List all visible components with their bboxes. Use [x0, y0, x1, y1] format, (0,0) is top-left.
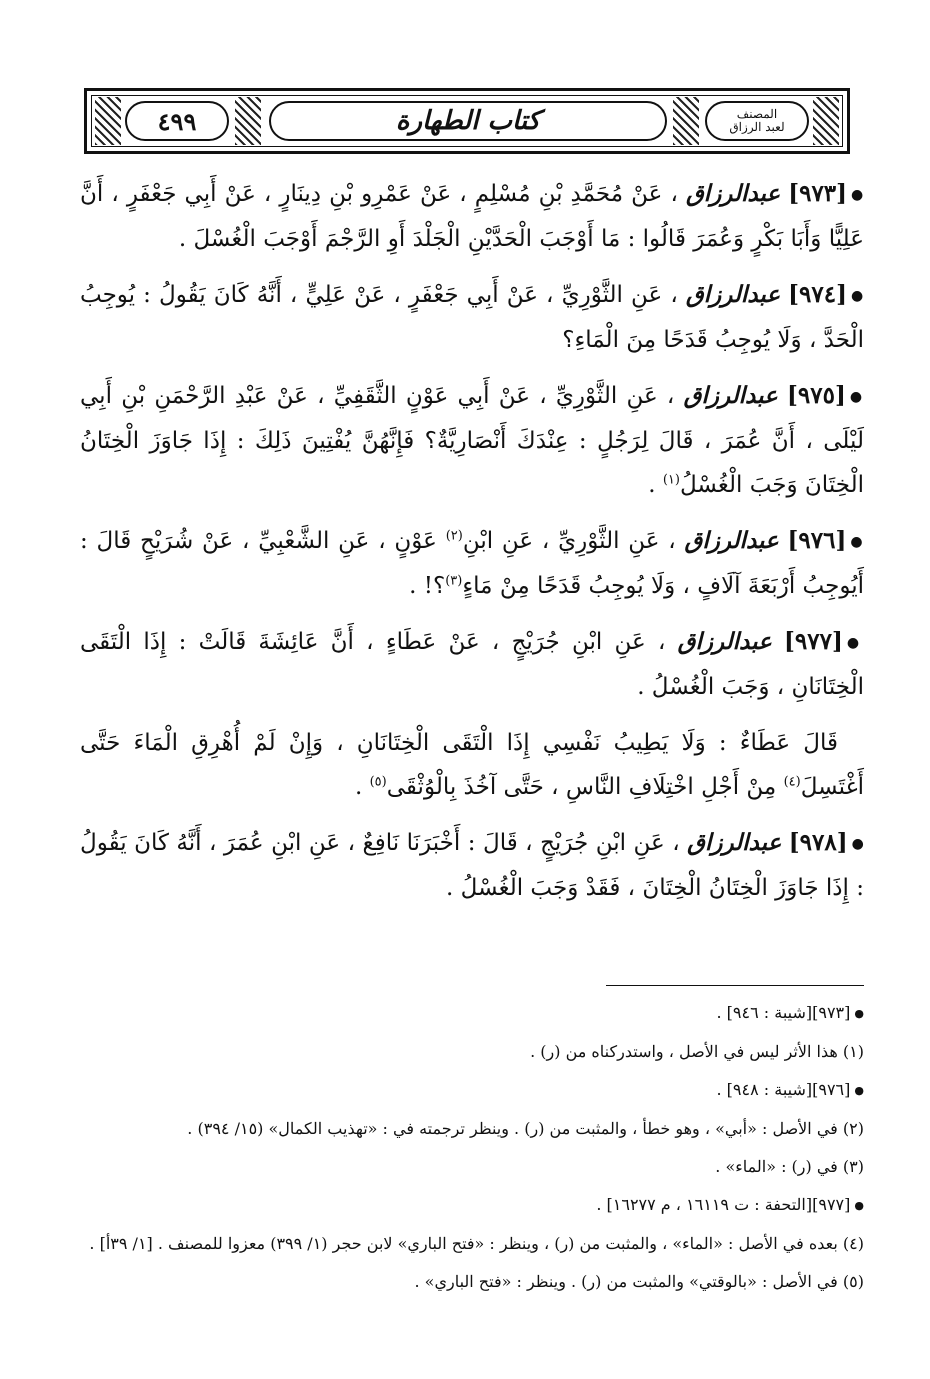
hadith-number: [٩٧٦] — [787, 527, 847, 554]
footnote — [80, 1075, 864, 1105]
hadith-number: [٩٧٤] — [788, 281, 847, 308]
hadith-number: [٩٧٥] — [787, 382, 846, 409]
hadith-976 — [80, 519, 864, 608]
footnote-ref: (٢) — [445, 528, 463, 544]
footnotes — [80, 998, 864, 1305]
hadith-977 — [80, 620, 864, 709]
footnote-separator — [606, 985, 864, 986]
chapter-title: كتاب الطهارة — [269, 101, 667, 141]
hadith-text: ، عَنْ مُحَمَّدِ بْنِ مُسْلِمٍ ، عَنْ عَمْرِو بْنِ دِينَارٍ ، عَنْ أَبِي جَعْفَرٍ ، أَنَّ عَلِيًّا وَأَبَا بَكْرٍ وَعُمَرَ قَالُوا : مَا أَوْجَبَ الْحَدَّيْنِ الْجَلْدَ أَوِ الرَّجْمَ أَوْجَبَ الْغُسْلَ . — [80, 181, 864, 252]
narrator: عبدالرزاق — [684, 527, 779, 554]
statement-text: قَالَ عَطَاءٌ : وَلَا يَطِيبُ نَفْسِي إِذَا الْتَقَى الْخِتَانَانِ ، وَإِنْ لَمْ أُهْرِقِ الْمَاءَ حَتَّى أَغْتَسِلَ — [80, 730, 864, 800]
footnote-ref: (٤) — [783, 774, 801, 790]
statement-text-end: . — [354, 774, 370, 800]
hadith-975 — [80, 374, 864, 507]
hadith-number: [٩٧٧] — [784, 628, 843, 655]
footnote-text: (٤) بعده في الأصل : «الماء» ، والمثبت من (ر) ، وينظر : «فتح الباري» لابن حجر (١/ ٣٩٩) معزوا للمصنف . [١/ ٣٩أ] . — [89, 1234, 864, 1253]
book-title-line1: المصنف — [736, 107, 778, 121]
footnote — [80, 1152, 864, 1181]
ornament-left-inner — [235, 97, 261, 145]
footnote-text: (٥) في الأصل : «بالوقتي» والمثبت من (ر) . وينظر : «فتح الباري» . — [414, 1272, 864, 1291]
hadith-978 — [80, 821, 864, 910]
hadith-text-end: ؟! . — [409, 573, 446, 599]
hadith-text: ، عَنِ الثَّوْرِيِّ ، عَنِ ابْنِ — [462, 528, 676, 554]
footnote — [80, 1114, 864, 1143]
hadith-text: ، عَنِ الثَّوْرِيِّ ، عَنْ أَبِي عَوْنٍ الثَّقَفِيِّ ، عَنْ عَبْدِ الرَّحْمَنِ بْنِ أَبِي لَيْلَى ، أَنَّ عُمَرَ ، قَالَ لِرَجُلٍ : عِنْدَكَ أَنْصَارِيَّةٌ؟ فَإِنَّهُنَّ يُفْتِينَ ذَلِكَ : إِذَا جَاوَزَ الْخِتَانُ الْخِتَانَ وَجَبَ الْغُسْلُ — [80, 383, 864, 498]
footnote-text: [٩٧٧][التحفة : ت ١٦١١٩ ، م ١٦٢٧٧] . — [596, 1195, 851, 1214]
page-number: ٤٩٩ — [125, 101, 229, 141]
footnote-ref: (٥) — [369, 774, 387, 790]
ornament-left-outer — [95, 97, 121, 145]
footnote — [80, 1190, 864, 1220]
bullet-icon: ● — [849, 389, 865, 405]
footnote — [80, 1267, 864, 1296]
footnote — [80, 1229, 864, 1258]
statement-text-2: مِنْ أَجْلِ اخْتِلَافِ النَّاسِ ، حَتَّى آخُذَ بِالْوُثْقَى — [386, 774, 784, 800]
footnote-text: (٣) في (ر) : «الماء» . — [715, 1157, 864, 1176]
ata-statement — [80, 721, 864, 809]
bullet-icon: ● — [854, 1084, 864, 1097]
hadith-text-2: عَوْنٍ ، عَنِ الشَّعْبِيِّ ، عَنْ شُرَيْحٍ قَالَ : أَيُوجِبُ أَرْبَعَةَ آلَافٍ ، وَلَا يُوجِبُ قَدَحًا مِنْ مَاءٍ — [80, 528, 864, 599]
footnote-text: [٩٧٦][شيبة : ٩٤٨] . — [716, 1080, 851, 1099]
hadith-973 — [80, 172, 864, 261]
footnote-ref: (٣) — [445, 573, 463, 589]
narrator: عبدالرزاق — [685, 281, 781, 308]
running-header — [84, 88, 850, 154]
hadith-number: [٩٧٣] — [788, 180, 848, 207]
bullet-icon: ● — [854, 1007, 864, 1020]
footnote-text: [٩٧٣][شيبة : ٩٤٦] . — [716, 1003, 851, 1022]
hadith-number: [٩٧٨] — [788, 829, 848, 856]
bullet-icon: ● — [846, 635, 865, 651]
footnote-text: (١) هذا الأثر ليس في الأصل ، واستدركناه من (ر) . — [530, 1042, 864, 1061]
narrator: عبدالرزاق — [683, 382, 778, 409]
narrator: عبدالرزاق — [685, 180, 781, 207]
bullet-icon: ● — [851, 187, 865, 203]
bullet-icon: ● — [851, 836, 865, 852]
book-title-line2: لعبد الرزاق — [729, 120, 785, 134]
main-text — [80, 172, 864, 922]
footnote — [80, 998, 864, 1028]
footnote-ref: (١) — [662, 472, 680, 488]
bullet-icon: ● — [851, 288, 865, 304]
hadith-text: ، عَنِ الثَّوْرِيِّ ، عَنْ أَبِي جَعْفَرٍ ، عَنْ عَلِيٍّ ، أَنَّهُ كَانَ يَقُولُ : يُوجِبُ الْحَدَّ ، وَلَا يُوجِبُ قَدَحًا مِنَ الْمَاءِ؟ — [80, 282, 864, 353]
footnote — [80, 1037, 864, 1066]
footnote-text: (٢) في الأصل : «أبي» ، وهو خطأ ، والمثبت من (ر) . وينظر ترجمته في : «تهذيب الكمال» (١٥/ ٣٩٤) . — [187, 1119, 864, 1138]
hadith-text-end: . — [648, 472, 663, 498]
hadith-text: ، عَنِ ابْنِ جُرَيْجٍ ، عَنْ عَطَاءٍ ، أَنَّ عَائِشَةَ قَالَتْ : إِذَا الْتَقَى الْخِتَانَانِ ، وَجَبَ الْغُسْلُ . — [80, 629, 864, 700]
book-title-cartouche — [705, 101, 809, 141]
hadith-974 — [80, 273, 864, 362]
bullet-icon: ● — [854, 1199, 864, 1212]
narrator: عبدالرزاق — [677, 628, 772, 655]
hadith-text: ، عَنِ ابْنِ جُرَيْجٍ ، قَالَ : أَخْبَرَنَا نَافِعٌ ، عَنِ ابْنِ عُمَرَ ، أَنَّهُ كَانَ يَقُولُ : إِذَا جَاوَزَ الْخِتَانُ الْخِتَانَ ، فَقَدْ وَجَبَ الْغُسْلُ . — [80, 830, 864, 901]
bullet-icon: ● — [850, 534, 865, 550]
narrator: عبدالرزاق — [687, 829, 782, 856]
ornament-right-outer — [813, 97, 839, 145]
ornament-right-inner — [673, 97, 699, 145]
